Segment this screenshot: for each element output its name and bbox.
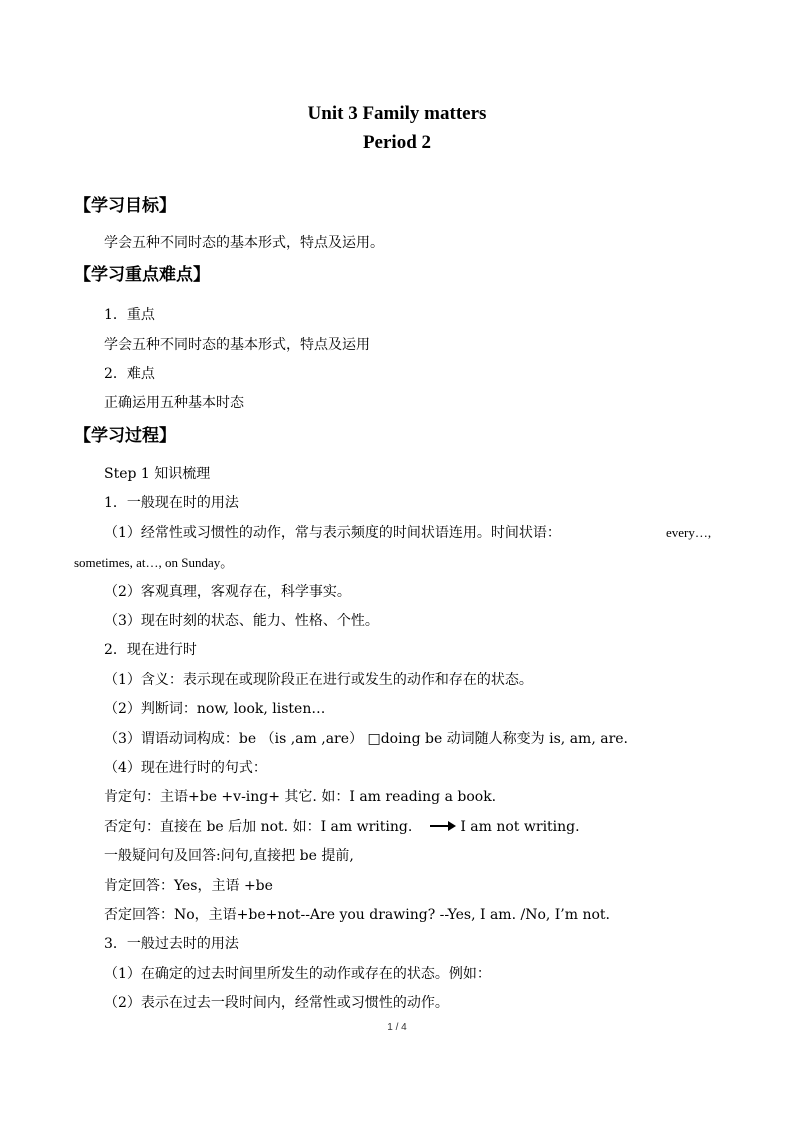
simple-past-point-2: （2）表示在过去一段时间内，经常性或习惯性的动作。 <box>104 995 449 1011</box>
present-continuous-point-1: （1）含义：表示现在或现阶段正在进行或发生的动作和存在的状态。 <box>104 672 533 688</box>
present-continuous-point-3: （3）谓语动词构成：be （is ,am ,are） □doing be 动词随人称变为 is, am, are. <box>104 731 628 747</box>
affirmative-sentence: 肯定句：主语+be +v-ing+ 其它. 如：I am reading a book. <box>104 789 497 805</box>
positive-answer: 肯定回答：Yes，主语 +be <box>104 878 273 894</box>
page-number: 1 / 4 <box>387 1022 407 1033</box>
section-heading-process: 【学习过程】 <box>74 426 176 446</box>
right-arrow-icon <box>430 818 456 836</box>
simple-present-point-3: （3）现在时刻的状态、能力、性格、个性。 <box>104 613 379 629</box>
objectives-text: 学会五种不同时态的基本形式，特点及运用。 <box>104 235 384 251</box>
key-point-text: 学会五种不同时态的基本形式，特点及运用 <box>104 337 370 353</box>
simple-present-point-1-adverbials: every…, <box>666 525 712 540</box>
simple-past-point-1: （1）在确定的过去时间里所发生的动作或存在的状态。例如： <box>104 966 491 982</box>
document-subtitle: Period 2 <box>362 132 432 153</box>
present-continuous-title: 2．现在进行时 <box>104 642 197 658</box>
simple-present-point-1-continued: sometimes, at…, on Sunday。 <box>74 555 234 570</box>
simple-present-title: 1．一般现在时的用法 <box>104 495 239 511</box>
step-1-label: Step 1 知识梳理 <box>104 466 211 482</box>
section-heading-key-points: 【学习重点难点】 <box>74 265 210 285</box>
section-heading-objectives: 【学习目标】 <box>74 196 176 216</box>
difficulty-label: 2．难点 <box>104 366 155 382</box>
present-continuous-point-2: （2）判断词：now, look, listen… <box>104 701 326 717</box>
simple-present-point-2: （2）客观真理，客观存在，科学事实。 <box>104 584 351 600</box>
negative-answer: 否定回答：No，主语+be+not--Are you drawing? --Yes, I am. /No, I’m not. <box>104 907 611 923</box>
negative-sentence-row <box>104 818 580 836</box>
question-form: 一般疑问句及回答:问句,直接把 be 提前, <box>104 848 354 864</box>
negative-sentence: 否定句：直接在 be 后加 not. 如：I am writing. <box>104 819 413 835</box>
difficulty-text: 正确运用五种基本时态 <box>104 395 244 411</box>
document-title: Unit 3 Family matters <box>307 103 487 124</box>
negative-sentence-result: I am not writing. <box>460 819 580 835</box>
simple-present-point-1: （1）经常性或习惯性的动作，常与表示频度的时间状语连用。时间状语： <box>104 525 561 541</box>
key-point-label: 1．重点 <box>104 307 155 323</box>
simple-past-title: 3．一般过去时的用法 <box>104 936 239 952</box>
present-continuous-point-4: （4）现在进行时的句式： <box>104 760 267 776</box>
